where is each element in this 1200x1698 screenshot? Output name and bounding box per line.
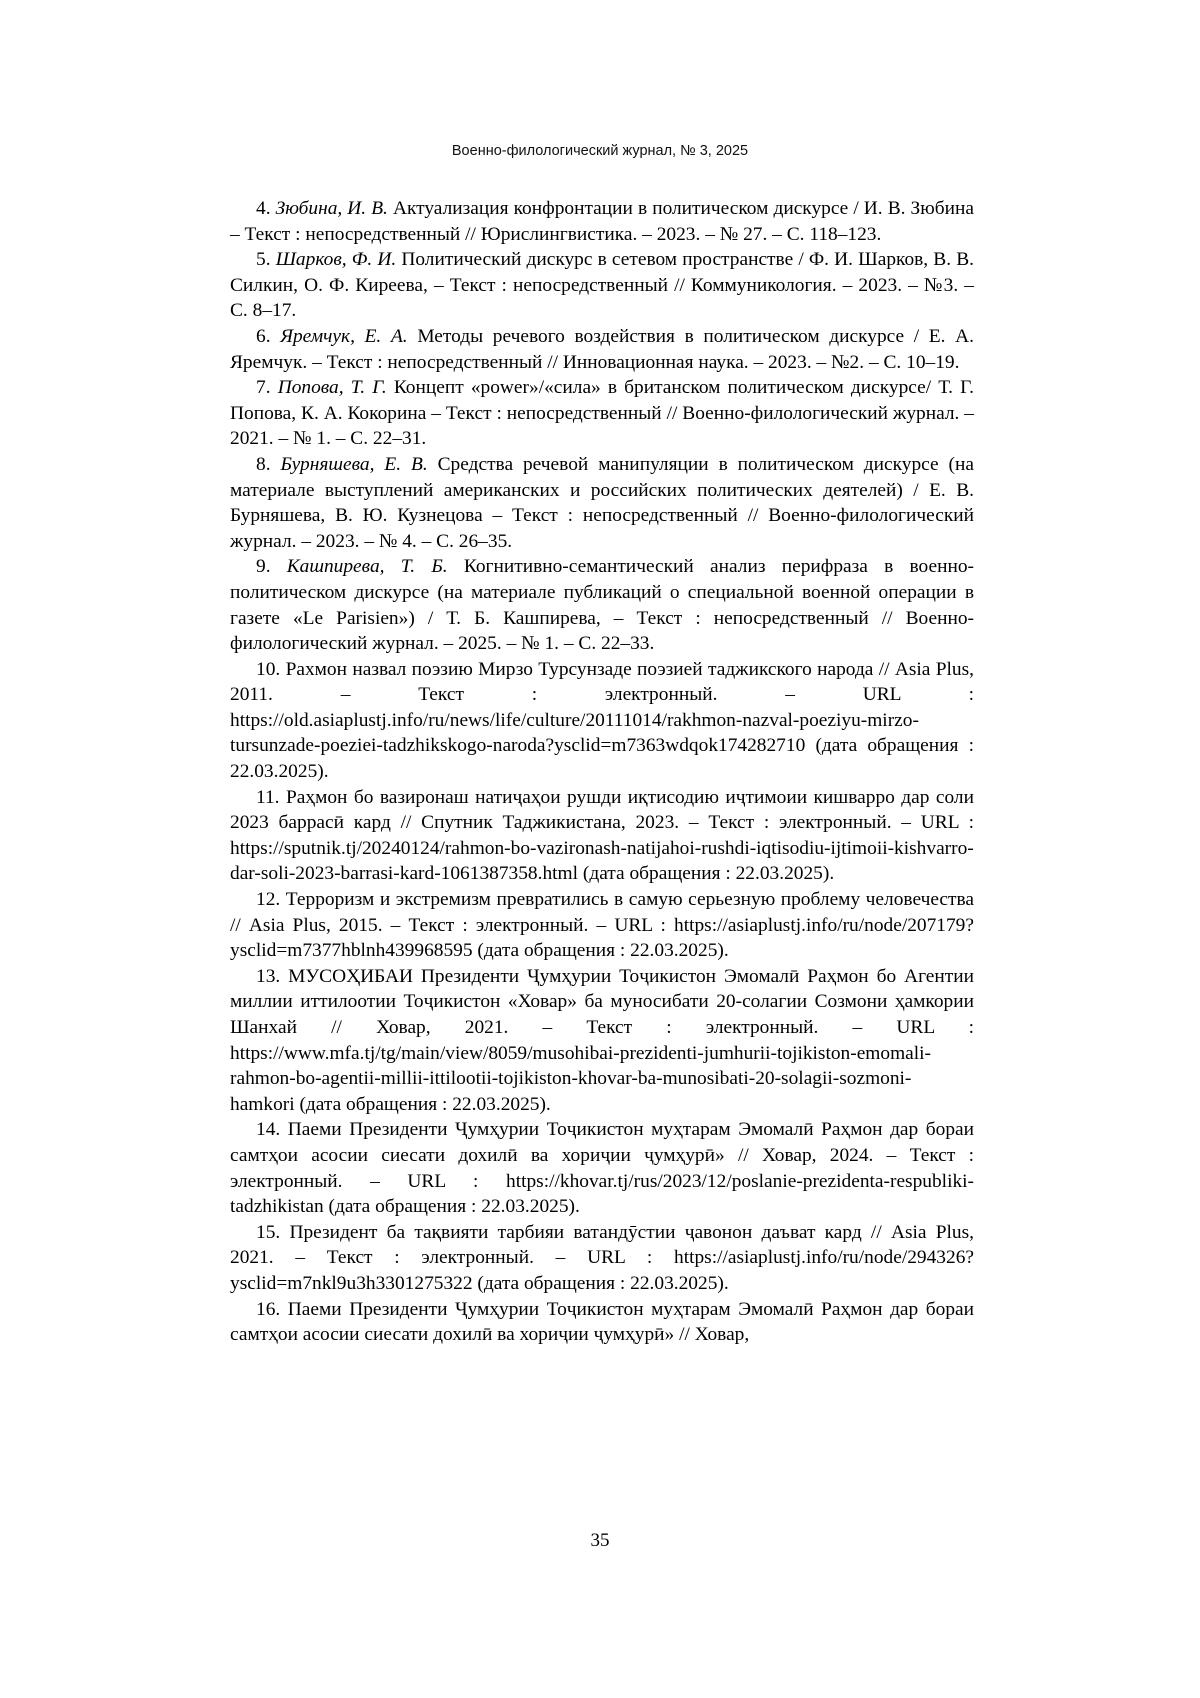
reference-item <box>230 1117 974 1219</box>
reference-item <box>230 785 974 887</box>
reference-item <box>230 887 974 964</box>
reference-number: 14. <box>256 1119 281 1141</box>
reference-item <box>230 554 974 656</box>
reference-number: 11. <box>256 786 280 808</box>
reference-number: 5. <box>256 249 271 271</box>
reference-text: Когнитивно-семантический анализ перифраза в военно-политическом дискурсе (на материале публикаций о специальной военной операции в газете «Le Parisien») / Т. Б. Кашпирева, – Текст : непосредственный // Военно-филологический журнал. – 2025. – № 1. – С. 22–33. <box>230 556 974 655</box>
reference-item <box>230 964 974 1118</box>
reference-author: Зюбина, И. В. <box>275 198 388 219</box>
reference-item <box>230 657 974 785</box>
reference-number: 12. <box>256 889 281 911</box>
reference-author: Кашпирева, Т. Б. <box>286 556 448 578</box>
reference-text: МУСОҲИБАИ Президенти Ҷумҳурии Тоҷикистон Эмомалӣ Раҳмон бо Агентии миллии иттилоотии Тоҷикистон «Ховар» ба муносибати 20-солагии Созмони ҳамкории Шанхай // Ховар, 2021. – Текст : электронный. – URL : https://www.mfa.tj/tg/main/view/8059/musohibai-prezidenti-jumhurii-tojikiston-emomali-rahmon-bo-agentii-millii-ittilootii-tojikiston-khovar-ba-munosibati-20-solagii-sozmoni-hamkori (дата обращения : 22.03.2025). <box>230 965 974 1115</box>
reference-item <box>230 452 974 554</box>
reference-text: Рахмон назвал поэзию Мирзо Турсунзаде поэзией таджикского народа // Asia Plus, 2011. – Текст : электронный. – URL : https://old.asiaplustj.info/ru/news/life/culture/20111014/rakhmon-nazval-poeziyu-mirzo-tursunzade-poeziei-tadzhikskogo-naroda?ysclid=m7363wdqok174282710 (дата обращения : 22.03.2025). <box>230 658 974 783</box>
reference-number: 8. <box>256 453 271 475</box>
reference-text: Методы речевого воздействия в политическом дискурсе / Е. А. Яремчук. – Текст : непосредственный // Инновационная наука. – 2023. – №2. – С. 10–19. <box>230 325 975 373</box>
reference-number: 13. <box>256 965 281 987</box>
reference-author: Бурняшева, Е. В. <box>280 453 428 475</box>
reference-text: Терроризм и экстремизм превратились в самую серьезную проблему человечества // Asia Plus, 2015. – Текст : электронный. – URL : https://asiaplustj.info/ru/node/207179?ysclid=m7377hblnh439968595 (дата обращения : 22.03.2025). <box>230 889 974 962</box>
reference-author: Шарков, Ф. И. <box>275 249 397 271</box>
reference-item <box>230 1297 974 1348</box>
reference-number: 7. <box>256 377 271 399</box>
reference-text: Актуализация конфронтации в политическом дискурсе / И. В. Зюбина – Текст : непосредственный // Юрислингвистика. – 2023. – № 27. – С. 118–123. <box>230 198 974 245</box>
reference-item <box>230 324 974 375</box>
reference-author: Яремчук, Е. А. <box>280 325 408 347</box>
reference-number: 16. <box>256 1298 281 1320</box>
reference-item <box>230 375 974 452</box>
running-header: Военно-филологический журнал, № 3, 2025 <box>451 143 749 159</box>
reference-text: Политический дискурс в сетевом пространстве / Ф. И. Шарков, В. В. Силкин, О. Ф. Киреева, – Текст : непосредственный // Коммуникология. – 2023. – №3. – С. 8–17. <box>230 249 975 322</box>
reference-number: 9. <box>256 556 271 578</box>
reference-author: Попова, Т. Г. <box>277 377 387 399</box>
reference-text: Президент ба тақвияти тарбияи ватандӯстии ҷавонон даъват кард // Asia Plus, 2021. – Текст : электронный. – URL : https://asiaplustj.info/ru/node/294326?ysclid=m7nkl9u3h3301275322 (дата обращения : 22.03.2025). <box>230 1221 974 1294</box>
reference-item <box>230 1220 974 1297</box>
reference-text: Паеми Президенти Ҷумҳурии Тоҷикистон муҳтарам Эмомалӣ Раҳмон дар бораи самтҳои асосии сиесати дохилӣ ва хориҷии ҷумҳурӣ» // Ховар, <box>230 1298 975 1346</box>
reference-item <box>230 247 974 324</box>
reference-list <box>230 196 974 1348</box>
reference-item <box>230 196 974 247</box>
page-number: 35 <box>590 1530 610 1551</box>
reference-text: Раҳмон бо вазиронаш натиҷаҳои рушди иқтисодию иҷтимоии кишварро дар соли 2023 баррасӣ кард // Спутник Таджикистана, 2023. – Текст : электронный. – URL : https://sputnik.tj/20240124/rahmon-bo-vazironash-natijahoi-rushdi-iqtisodiu-ijtimoii-kishvarro-dar-soli-2023-barrasi-kard-1061387358.html (дата обращения : 22.03.2025). <box>230 786 974 885</box>
reference-number: 15. <box>256 1221 281 1243</box>
reference-text: Концепт «power»/«сила» в британском политическом дискурсе/ Т. Г. Попова, К. А. Кокорина – Текст : непосредственный // Военно-филологический журнал. – 2021. – № 1. – С. 22–31. <box>230 377 974 450</box>
reference-text: Паеми Президенти Ҷумҳурии Тоҷикистон муҳтарам Эмомалӣ Раҳмон дар бораи самтҳои асосии сиесати дохилӣ ва хориҷии ҷумҳурӣ» // Ховар, 2024. – Текст : электронный. – URL : https://khovar.tj/rus/2023/12/poslanie-prezidenta-respubliki-tadzhikistan (дата обращения : 22.03.2025). <box>230 1119 975 1218</box>
reference-number: 10. <box>256 658 281 680</box>
reference-number: 6. <box>256 325 271 347</box>
reference-text: Средства речевой манипуляции в политическом дискурсе (на материале выступлений американских и российских политических деятелей) / Е. В. Бурняшева, В. Ю. Кузнецова – Текст : непосредственный // Военно-филологический журнал. – 2023. – № 4. – С. 26–35. <box>230 453 974 552</box>
reference-number: 4. <box>256 198 271 219</box>
